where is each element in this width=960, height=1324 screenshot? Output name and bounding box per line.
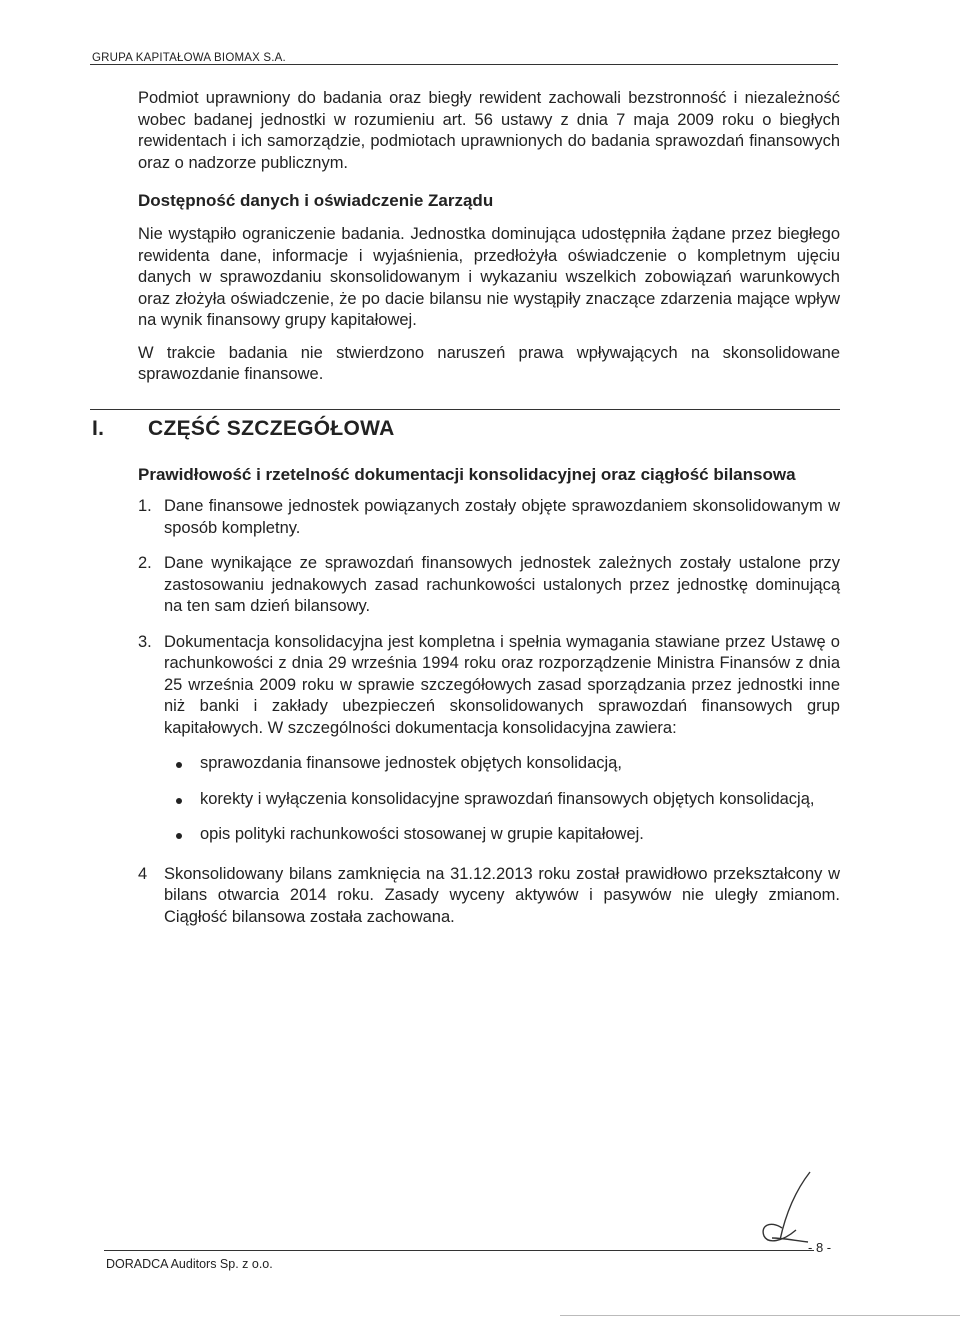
footer-divider [104,1250,814,1251]
list-item [138,496,840,539]
bullet-icon [176,833,182,839]
scan-edge-line [560,1315,960,1316]
correctness-section [138,464,840,928]
header-company-title: GRUPA KAPITAŁOWA BIOMAX S.A. [92,52,286,64]
data-access-paragraph-2: W trakcie badania nie stwierdzono naruszeń prawa wpływających na skonsolidowane sprawozdanie finansowe. [138,343,840,383]
list-item-marker: 2. [138,554,152,572]
bullet-icon [176,798,182,804]
correctness-list [138,496,840,928]
section-number: I. [92,417,105,440]
intro-paragraph: Podmiot uprawniony do badania oraz biegły rewident zachowali bezstronność i niezależność wobec badanej jednostki w rozumieniu art. 56 ustawy z dnia 7 maja 2009 roku o biegłych rewidentach i ich samorządzie, podmiotach uprawnionych do badania sprawozdań finansowych oraz o nadzorze publicznym. [138,89,840,172]
footer-company-name: DORADCA Auditors Sp. z o.o. [106,1257,273,1271]
list-item [138,632,840,846]
section-divider [90,409,840,410]
list-item [138,553,840,618]
section-title [92,417,395,441]
bullet-item [164,824,840,846]
bullet-item [164,789,840,811]
main-content [138,88,840,386]
list-item-marker: 3. [138,632,152,651]
bullet-text: opis polityki rachunkowości stosowanej w grupie kapitałowej. [200,825,644,843]
list-item-text: Dokumentacja konsolidacyjna jest kompletna i spełnia wymagania stawiane przez Ustawę o rachunkowości z dnia 29 września 1994 roku oraz rozporządzenie Ministra Finansów z dnia 25 września 2009 roku w sprawie szczegółowych zasad sporządzania przez jednostki inne niż banki i zakłady ubezpieczeń skonsolidowanych sprawozdań finansowych grup kapitałowych. W szczególności dokumentacja konsolidacyjna zawiera: [164,632,840,737]
bullet-text: sprawozdania finansowe jednostek objętych konsolidacją, [200,754,622,772]
page-number: - 8 - [808,1240,832,1255]
bullet-text: korekty i wyłączenia konsolidacyjne sprawozdań finansowych objętych konsolidacją, [200,789,815,808]
documentation-bullets [164,753,840,846]
header-divider [90,64,838,65]
list-item-marker: 4 [138,864,148,883]
list-item [138,864,840,929]
bullet-icon [176,762,182,768]
list-item-marker: 1. [138,497,152,515]
data-access-paragraph-1: Nie wystąpiło ograniczenie badania. Jednostka dominująca udostępniła żądane przez biegłego rewidenta dane, informacje i wyjaśnienia, przedłożyła oświadczenie o kompletnym ujęciu danych w sprawozdaniu skonsolidowanym i wykazaniu wszelkich zobowiązań warunkowych oraz złożyła oświadczenie, że po dacie bilansu nie wystąpiły znaczące zdarzenia mające wpływ na wynik finansowy grupy kapitałowej. [138,225,840,329]
list-item-text: Skonsolidowany bilans zamknięcia na 31.12.2013 roku został prawidłowo przekształcony w bilans otwarcia 2014 roku. Zasady wyceny aktywów i pasywów nie uległy zmianom. Ciągłość bilansowa została zachowana. [164,864,840,926]
bullet-item [164,753,840,775]
list-item-text: Dane wynikające ze sprawozdań finansowych jednostek zależnych zostały ustalone przy zastosowaniu jednakowych zasad rachunkowości ustalonych przez jednostkę dominującą na ten sam dzień bilansowy. [164,554,840,615]
correctness-heading: Prawidłowość i rzetelność dokumentacji konsolidacyjnej oraz ciągłość bilansowa [138,465,796,484]
data-access-heading: Dostępność danych i oświadczenie Zarządu [138,191,494,210]
section-title-text: CZĘŚĆ SZCZEGÓŁOWA [148,417,395,440]
list-item-text: Dane finansowe jednostek powiązanych zostały objęte sprawozdaniem skonsolidowanym w sposób kompletny. [164,497,840,537]
